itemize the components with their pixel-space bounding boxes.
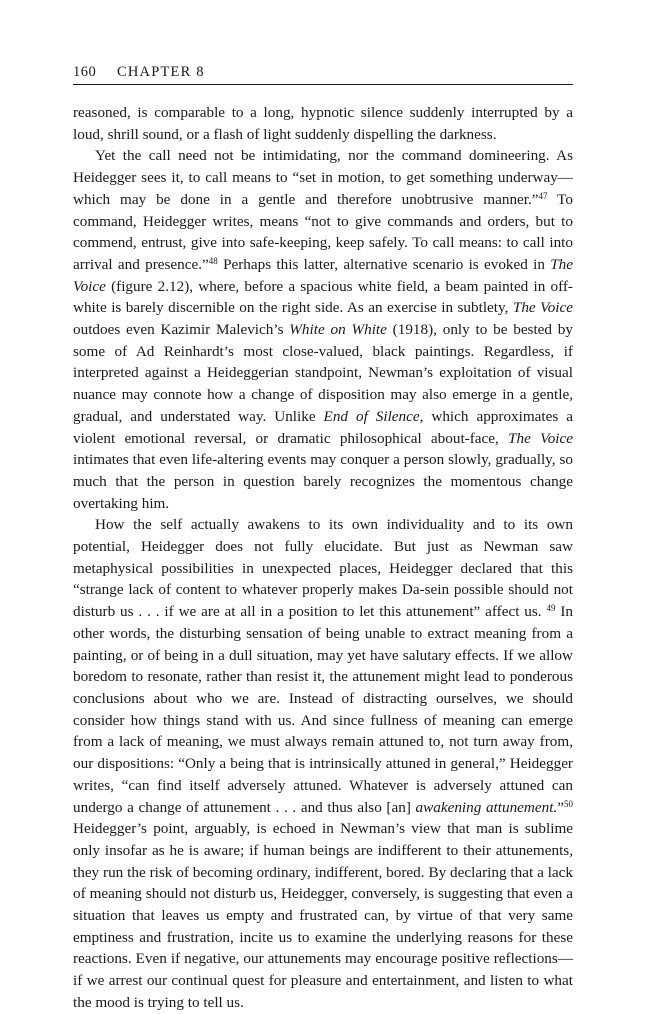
italic-title: The Voice [512,299,573,317]
footnote-reference: 47 [538,190,548,201]
text-run: ” [557,798,564,816]
footnote-reference: 49 [546,603,556,614]
page-number: 160 [73,64,97,80]
text-run: Heidegger’s point, arguably, is echoed in Newman’s view that man is sublime only insofar as he is aware; if human beings are indifferent to their attunements, they run the risk of becoming ordinary, indifferent, bored. By declaring that a lack of meaning should not disturb us, Heidegger, conversely, is suggesting that even a situation that leaves us empty and frustrated can, by virtue of that very same emptiness and frustration, incite us to examine the underlying reasons for these reactions. Even if negative, our attunements may encourage positive reflections—if we arrest our continual quest for pleasure and entertainment, and listen to what the mood is trying to tell us. [73,820,573,1011]
text-run: (1918), only to be bested by some of Ad Reinhardt’s most close-valued, black paintings. Regardless, if interpreted against a Heideggerian standpoint, Newman’s exploitation of visual nuance may connote how a change of disposition may also emerge in a gentle, gradual, and understated way. Unlike [73,321,573,425]
paragraph [73,514,573,1013]
text-run: How the self actually awakens to its own individuality and to its own potential, Heidegger does not fully elucidate. But just as Newman saw metaphysical possibilities in unexpected places, Heidegger declared that this “strange lack of content to whatever properly makes Da-sein possible should not disturb us . . . if we are at all in a position to let this attunement” affect us. [73,516,573,621]
italic-title: End of Silence [323,407,420,425]
italic-title: White on White [289,321,387,339]
footnote-reference: 50 [564,798,573,809]
italic-title: The Voice [73,255,573,295]
text-run: intimates that even life-altering events may conquer a person slowly, gradually, so much that the person in question barely recognizes the momentous change overtaking him. [73,451,573,512]
paragraph [73,102,573,145]
italic-title: The Voice [508,429,574,447]
text-run: To command, Heidegger writes, means “not to give commands and orders, but to commend, entrust, give into safe-keeping, keep safely. To call means: to call into arrival and presence.” [73,190,573,273]
italic-title: awakening attunement. [415,798,558,816]
text-run: Perhaps this latter, alternative scenario is evoked in [217,255,551,273]
running-head [73,64,573,85]
text-run: (figure 2.12), where, before a spacious white field, a beam painted in off-white is barely discernible on the right side. As an exercise in subtlety, [73,277,573,317]
text-run: outdoes even Kazimir Malevich’s [73,321,290,339]
book-page [73,64,573,1014]
text-run: , which approximates a violent emotional reversal, or dramatic philosophical about-face, [73,407,573,447]
text-run: In other words, the disturbing sensation of being unable to extract meaning from a painting, or of being in a dull situation, may yet have salutary effects. If we allow boredom to resonate, rather than resist it, the attunement might lead to ponderous conclusions about who we are. Instead of distracting ourselves, we should consider how things stand with us. And since fullness of meaning can emerge from a lack of meaning, we must always remain attuned to, not turn away from, our dispositions: “Only a being that is intrinsically attuned in general,” Heidegger writes, “can find itself adversely attuned. Whatever is adversely attuned can undergo a change of attunement . . . and thus also [an] [73,603,573,816]
text-run: Yet the call need not be intimidating, nor the command domineering. As Heidegger sees it, to call means to “set in motion, to get something underway—which may be done in a gentle and therefore unobtrusive manner.” [73,147,573,208]
paragraph [73,145,573,514]
chapter-title: CHAPTER 8 [117,64,205,80]
footnote-reference: 48 [208,255,218,266]
text-run: reasoned, is comparable to a long, hypnotic silence suddenly interrupted by a loud, shrill sound, or a flash of light suddenly dispelling the darkness. [73,104,573,143]
body-text [73,102,573,1014]
